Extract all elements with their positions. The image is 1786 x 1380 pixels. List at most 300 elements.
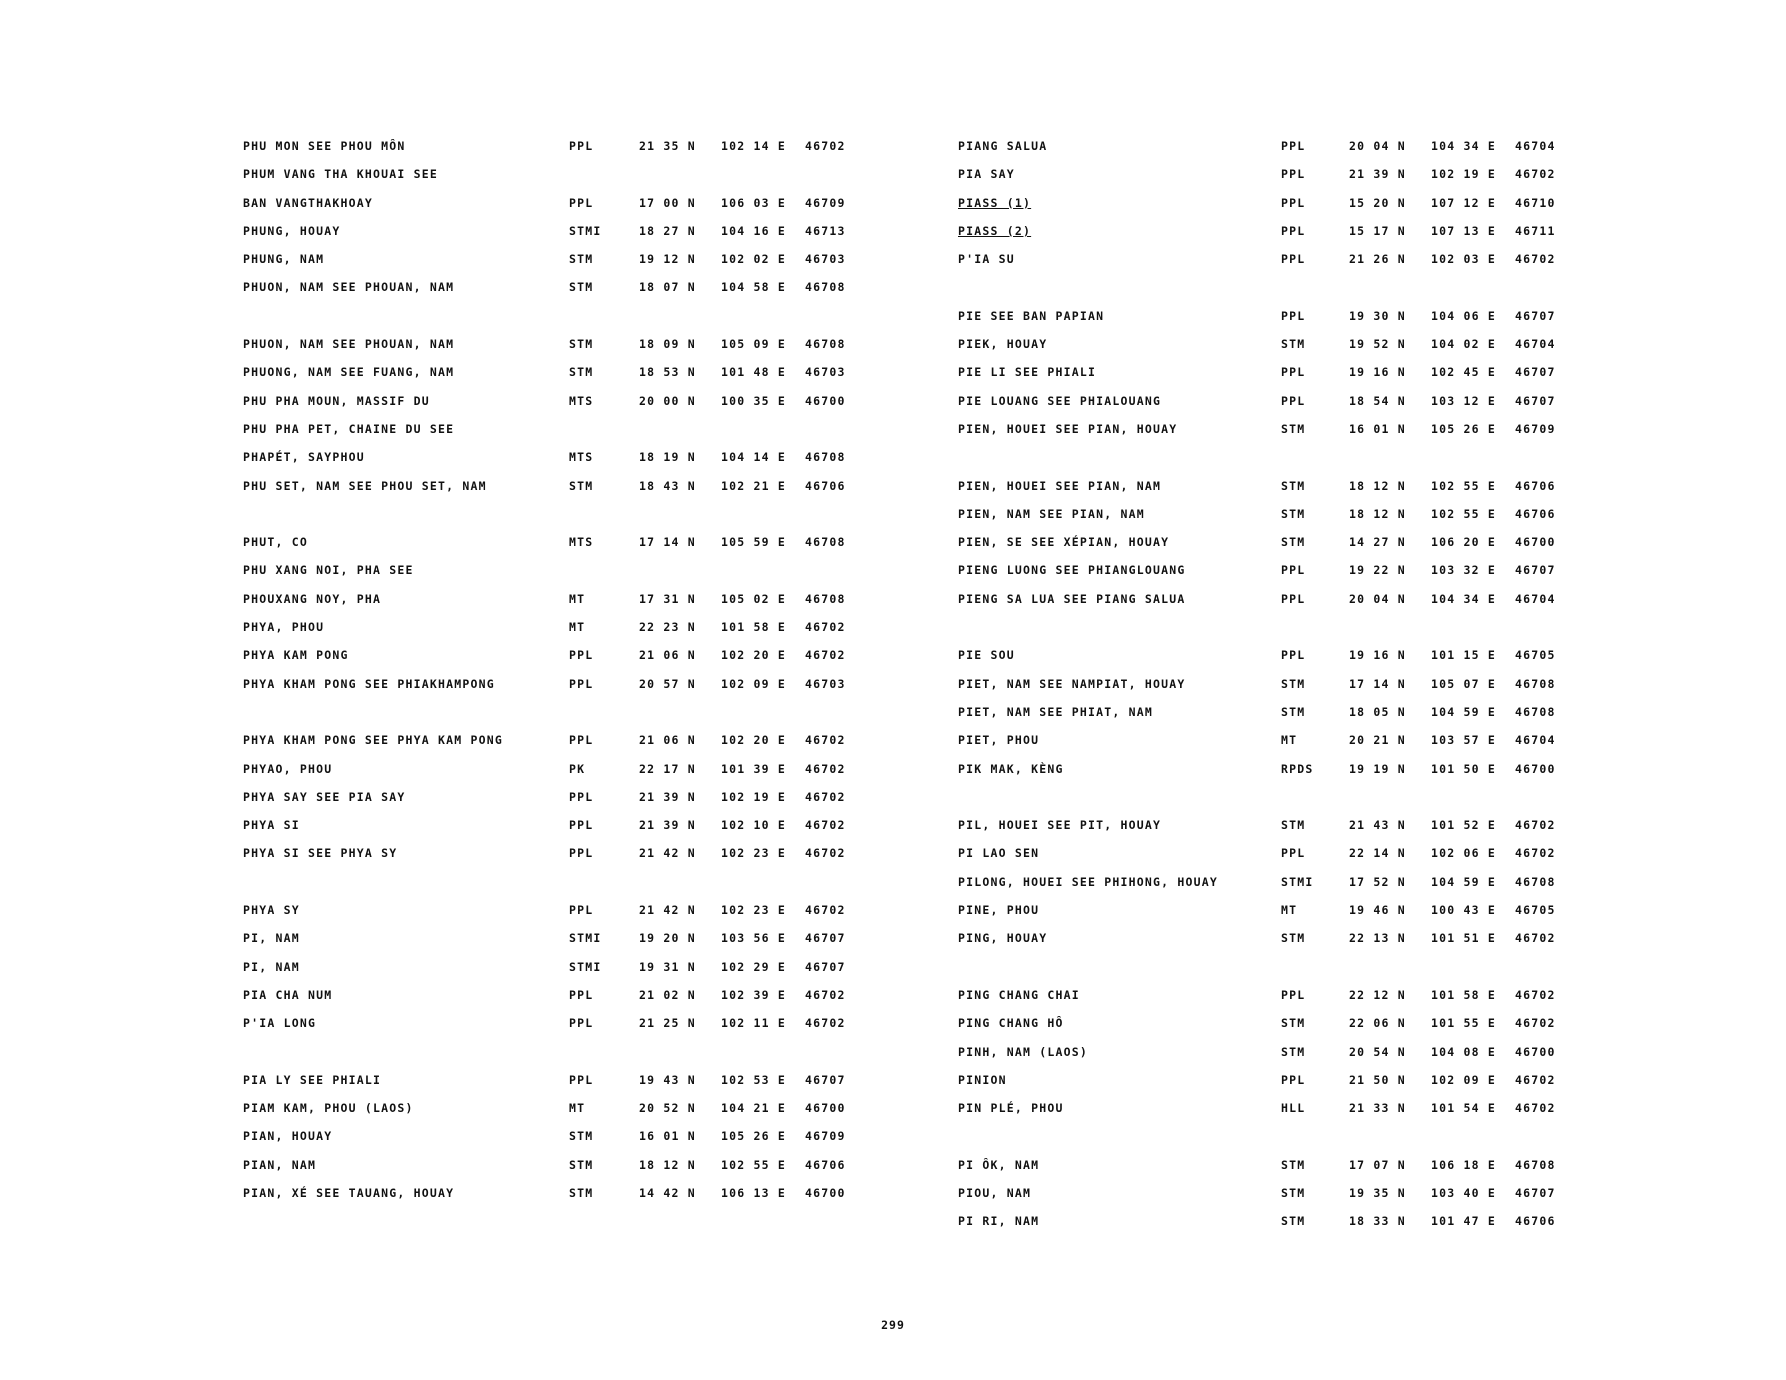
place-name: PIOU, NAM xyxy=(958,1185,1032,1200)
map-reference: 46709 xyxy=(805,1129,846,1144)
feature-code: STM xyxy=(569,1157,594,1172)
map-reference: 46709 xyxy=(805,195,846,210)
place-name: PHU MON SEE PHOU MÔN xyxy=(243,139,406,153)
longitude: 101 55 E xyxy=(1431,1016,1496,1031)
place-name: PING CHANG HÔ xyxy=(958,1016,1064,1031)
latitude: 18 33 N xyxy=(1349,1214,1406,1229)
feature-code: PPL xyxy=(1281,139,1306,153)
feature-code: PPL xyxy=(569,987,594,1002)
feature-code: STM xyxy=(569,478,594,493)
longitude: 102 55 E xyxy=(721,1157,786,1172)
latitude: 19 16 N xyxy=(1349,365,1406,380)
latitude: 16 01 N xyxy=(639,1129,696,1144)
place-name: PIASS (2) xyxy=(958,223,1032,238)
map-reference: 46706 xyxy=(1515,506,1556,521)
feature-code: STM xyxy=(1281,478,1306,493)
latitude: 22 23 N xyxy=(639,620,696,635)
map-reference: 46700 xyxy=(805,393,846,408)
map-reference: 46702 xyxy=(1515,1101,1556,1116)
map-reference: 46702 xyxy=(1515,846,1556,861)
map-reference: 46705 xyxy=(1515,648,1556,663)
map-reference: 46708 xyxy=(1515,1157,1556,1172)
latitude: 21 42 N xyxy=(639,903,696,918)
latitude: 15 17 N xyxy=(1349,223,1406,238)
map-reference: 46702 xyxy=(805,733,846,748)
longitude: 100 43 E xyxy=(1431,903,1496,918)
map-reference: 46704 xyxy=(1515,591,1556,606)
latitude: 21 33 N xyxy=(1349,1101,1406,1116)
longitude: 102 19 E xyxy=(721,789,786,804)
place-name: PINION xyxy=(958,1072,1007,1087)
map-reference: 46702 xyxy=(805,987,846,1002)
longitude: 102 45 E xyxy=(1431,365,1496,380)
place-name: PHYA KHAM PONG SEE PHIAKHAMPONG xyxy=(243,676,495,691)
map-reference: 46702 xyxy=(805,818,846,833)
feature-code: MT xyxy=(1281,733,1298,748)
place-name: PIAN, NAM xyxy=(243,1157,317,1172)
place-name: PIE SOU xyxy=(958,648,1015,663)
place-name: P'IA LONG xyxy=(243,1016,317,1031)
longitude: 106 13 E xyxy=(721,1185,786,1200)
longitude: 101 15 E xyxy=(1431,648,1496,663)
map-reference: 46702 xyxy=(805,903,846,918)
place-name: PHYA SAY SEE PIA SAY xyxy=(243,789,406,804)
latitude: 18 12 N xyxy=(1349,506,1406,521)
longitude: 102 19 E xyxy=(1431,167,1496,182)
latitude: 19 19 N xyxy=(1349,761,1406,776)
map-reference: 46708 xyxy=(805,337,846,352)
map-reference: 46702 xyxy=(805,846,846,861)
longitude: 102 55 E xyxy=(1431,478,1496,493)
feature-code: STM xyxy=(1281,1214,1306,1229)
feature-code: STMI xyxy=(1281,874,1314,889)
feature-code: PPL xyxy=(569,676,594,691)
map-reference: 46706 xyxy=(805,478,846,493)
place-name: PHUM VANG THA KHOUAI SEE xyxy=(243,167,438,182)
page-number: 299 xyxy=(881,1318,905,1332)
place-name: PIE SEE BAN PAPIAN xyxy=(958,308,1105,323)
latitude: 20 04 N xyxy=(1349,139,1406,153)
latitude: 19 52 N xyxy=(1349,337,1406,352)
place-name: PIANG SALUA xyxy=(958,139,1048,153)
feature-code: STM xyxy=(1281,1185,1306,1200)
place-name: PHUON, NAM SEE PHOUAN, NAM xyxy=(243,337,455,352)
longitude: 105 26 E xyxy=(1431,421,1496,436)
longitude: 106 03 E xyxy=(721,195,786,210)
longitude: 102 21 E xyxy=(721,478,786,493)
longitude: 104 59 E xyxy=(1431,874,1496,889)
place-name: PIK MAK, KÈNG xyxy=(958,761,1064,776)
place-name: PHUNG, HOUAY xyxy=(243,223,341,238)
map-reference: 46704 xyxy=(1515,733,1556,748)
latitude: 21 39 N xyxy=(639,818,696,833)
latitude: 14 27 N xyxy=(1349,535,1406,550)
feature-code: STMI xyxy=(569,931,602,946)
place-name: PHYAO, PHOU xyxy=(243,761,333,776)
latitude: 21 06 N xyxy=(639,733,696,748)
latitude: 18 05 N xyxy=(1349,704,1406,719)
longitude: 103 40 E xyxy=(1431,1185,1496,1200)
latitude: 21 26 N xyxy=(1349,252,1406,267)
map-reference: 46708 xyxy=(1515,676,1556,691)
map-reference: 46700 xyxy=(1515,761,1556,776)
feature-code: MTS xyxy=(569,535,594,550)
latitude: 18 12 N xyxy=(639,1157,696,1172)
place-name: PIET, NAM SEE PHIAT, NAM xyxy=(958,704,1153,719)
feature-code: MT xyxy=(569,1101,586,1116)
map-reference: 46708 xyxy=(1515,704,1556,719)
map-reference: 46703 xyxy=(805,252,846,267)
latitude: 18 43 N xyxy=(639,478,696,493)
place-name: BAN VANGTHAKHOAY xyxy=(243,195,373,210)
feature-code: PPL xyxy=(569,1016,594,1031)
feature-code: STM xyxy=(1281,1044,1306,1059)
feature-code: MT xyxy=(569,591,586,606)
map-reference: 46702 xyxy=(1515,1016,1556,1031)
map-reference: 46704 xyxy=(1515,337,1556,352)
latitude: 18 09 N xyxy=(639,337,696,352)
place-name: PHU SET, NAM SEE PHOU SET, NAM xyxy=(243,478,487,493)
place-name: PINE, PHOU xyxy=(958,903,1040,918)
latitude: 20 21 N xyxy=(1349,733,1406,748)
latitude: 18 27 N xyxy=(639,223,696,238)
latitude: 15 20 N xyxy=(1349,195,1406,210)
map-reference: 46707 xyxy=(1515,365,1556,380)
latitude: 17 52 N xyxy=(1349,874,1406,889)
place-name: PHYA SI SEE PHYA SY xyxy=(243,846,398,861)
longitude: 104 34 E xyxy=(1431,139,1496,153)
map-reference: 46706 xyxy=(805,1157,846,1172)
place-name: PIET, NAM SEE NAMPIAT, HOUAY xyxy=(958,676,1186,691)
feature-code: PPL xyxy=(1281,846,1306,861)
place-name: PHU PHA MOUN, MASSIF DU xyxy=(243,393,430,408)
map-reference: 46702 xyxy=(805,620,846,635)
place-name: PHUONG, NAM SEE FUANG, NAM xyxy=(243,365,455,380)
feature-code: HLL xyxy=(1281,1101,1306,1116)
feature-code: PPL xyxy=(1281,987,1306,1002)
feature-code: PPL xyxy=(1281,563,1306,578)
place-name: PIEK, HOUAY xyxy=(958,337,1048,352)
longitude: 101 51 E xyxy=(1431,931,1496,946)
latitude: 20 04 N xyxy=(1349,591,1406,606)
map-reference: 46702 xyxy=(805,139,846,153)
longitude: 102 14 E xyxy=(721,139,786,153)
longitude: 101 58 E xyxy=(1431,987,1496,1002)
place-name: PI LAO SEN xyxy=(958,846,1040,861)
longitude: 102 09 E xyxy=(1431,1072,1496,1087)
map-reference: 46705 xyxy=(1515,903,1556,918)
longitude: 106 18 E xyxy=(1431,1157,1496,1172)
feature-code: PPL xyxy=(1281,393,1306,408)
feature-code: PPL xyxy=(1281,167,1306,182)
place-name: P'IA SU xyxy=(958,252,1015,267)
longitude: 102 03 E xyxy=(1431,252,1496,267)
feature-code: PPL xyxy=(1281,252,1306,267)
feature-code: PPL xyxy=(569,846,594,861)
map-reference: 46700 xyxy=(1515,1044,1556,1059)
longitude: 102 39 E xyxy=(721,987,786,1002)
map-reference: 46707 xyxy=(805,931,846,946)
latitude: 19 30 N xyxy=(1349,308,1406,323)
map-reference: 46700 xyxy=(1515,535,1556,550)
longitude: 102 02 E xyxy=(721,252,786,267)
feature-code: STM xyxy=(1281,1016,1306,1031)
map-reference: 46702 xyxy=(1515,252,1556,267)
place-name: PHYA SY xyxy=(243,903,300,918)
place-name: PI RI, NAM xyxy=(958,1214,1040,1229)
latitude: 18 19 N xyxy=(639,450,696,465)
feature-code: STM xyxy=(569,1185,594,1200)
feature-code: STMI xyxy=(569,959,602,974)
longitude: 104 02 E xyxy=(1431,337,1496,352)
map-reference: 46702 xyxy=(805,648,846,663)
place-name: PHOUXANG NOY, PHA xyxy=(243,591,382,606)
longitude: 102 06 E xyxy=(1431,846,1496,861)
longitude: 103 12 E xyxy=(1431,393,1496,408)
feature-code: STM xyxy=(1281,818,1306,833)
place-name: PIL, HOUEI SEE PIT, HOUAY xyxy=(958,818,1162,833)
longitude: 107 13 E xyxy=(1431,223,1496,238)
longitude: 107 12 E xyxy=(1431,195,1496,210)
map-reference: 46704 xyxy=(1515,139,1556,153)
place-name: PHUNG, NAM xyxy=(243,252,325,267)
latitude: 19 22 N xyxy=(1349,563,1406,578)
feature-code: STM xyxy=(1281,1157,1306,1172)
feature-code: PK xyxy=(569,761,586,776)
feature-code: PPL xyxy=(1281,1072,1306,1087)
place-name: PINH, NAM (LAOS) xyxy=(958,1044,1088,1059)
place-name: PIENG SA LUA SEE PIANG SALUA xyxy=(958,591,1186,606)
map-reference: 46707 xyxy=(805,1072,846,1087)
longitude: 100 35 E xyxy=(721,393,786,408)
feature-code: PPL xyxy=(569,1072,594,1087)
place-name: PIE LI SEE PHIALI xyxy=(958,365,1097,380)
place-name: PHU PHA PET, CHAINE DU SEE xyxy=(243,421,455,436)
place-name: PING CHANG CHAI xyxy=(958,987,1080,1002)
feature-code: STM xyxy=(1281,931,1306,946)
feature-code: PPL xyxy=(1281,195,1306,210)
map-reference: 46707 xyxy=(1515,393,1556,408)
longitude: 101 54 E xyxy=(1431,1101,1496,1116)
latitude: 20 57 N xyxy=(639,676,696,691)
feature-code: STM xyxy=(1281,421,1306,436)
feature-code: PPL xyxy=(569,195,594,210)
latitude: 17 07 N xyxy=(1349,1157,1406,1172)
latitude: 17 14 N xyxy=(639,535,696,550)
map-reference: 46708 xyxy=(805,450,846,465)
feature-code: MTS xyxy=(569,393,594,408)
latitude: 18 07 N xyxy=(639,280,696,295)
place-name: PIENG LUONG SEE PHIANGLOUANG xyxy=(958,563,1186,578)
map-reference: 46706 xyxy=(1515,1214,1556,1229)
latitude: 18 54 N xyxy=(1349,393,1406,408)
longitude: 105 02 E xyxy=(721,591,786,606)
latitude: 19 46 N xyxy=(1349,903,1406,918)
map-reference: 46702 xyxy=(1515,1072,1556,1087)
map-reference: 46711 xyxy=(1515,223,1556,238)
latitude: 17 31 N xyxy=(639,591,696,606)
place-name: PIA LY SEE PHIALI xyxy=(243,1072,382,1087)
longitude: 101 48 E xyxy=(721,365,786,380)
longitude: 104 59 E xyxy=(1431,704,1496,719)
place-name: PHUON, NAM SEE PHOUAN, NAM xyxy=(243,280,455,295)
feature-code: PPL xyxy=(569,818,594,833)
place-name: PIET, PHOU xyxy=(958,733,1040,748)
place-name: PIEN, SE SEE XÉPIAN, HOUAY xyxy=(958,535,1170,550)
place-name: PHYA SI xyxy=(243,818,300,833)
map-reference: 46706 xyxy=(1515,478,1556,493)
feature-code: PPL xyxy=(569,648,594,663)
feature-code: STM xyxy=(1281,337,1306,352)
place-name: PI, NAM xyxy=(243,931,300,946)
longitude: 104 16 E xyxy=(721,223,786,238)
longitude: 102 11 E xyxy=(721,1016,786,1031)
longitude: 105 09 E xyxy=(721,337,786,352)
place-name: PIASS (1) xyxy=(958,195,1032,210)
feature-code: STM xyxy=(569,280,594,295)
latitude: 17 14 N xyxy=(1349,676,1406,691)
map-reference: 46707 xyxy=(805,959,846,974)
feature-code: PPL xyxy=(1281,308,1306,323)
map-reference: 46713 xyxy=(805,223,846,238)
latitude: 18 53 N xyxy=(639,365,696,380)
latitude: 21 39 N xyxy=(1349,167,1406,182)
place-name: PILONG, HOUEI SEE PHIHONG, HOUAY xyxy=(958,874,1218,889)
feature-code: PPL xyxy=(1281,223,1306,238)
place-name: PHAPÉT, SAYPHOU xyxy=(243,450,365,465)
longitude: 105 26 E xyxy=(721,1129,786,1144)
place-name: PIEN, NAM SEE PIAN, NAM xyxy=(958,506,1145,521)
map-reference: 46702 xyxy=(1515,987,1556,1002)
longitude: 101 47 E xyxy=(1431,1214,1496,1229)
place-name: PIA SAY xyxy=(958,167,1015,182)
feature-code: STMI xyxy=(569,223,602,238)
feature-code: STM xyxy=(569,337,594,352)
feature-code: STM xyxy=(1281,506,1306,521)
map-reference: 46700 xyxy=(805,1101,846,1116)
longitude: 101 58 E xyxy=(721,620,786,635)
map-reference: 46707 xyxy=(1515,1185,1556,1200)
latitude: 22 14 N xyxy=(1349,846,1406,861)
latitude: 19 12 N xyxy=(639,252,696,267)
map-reference: 46703 xyxy=(805,676,846,691)
place-name: PIEN, HOUEI SEE PIAN, NAM xyxy=(958,478,1162,493)
map-reference: 46702 xyxy=(805,789,846,804)
longitude: 102 23 E xyxy=(721,903,786,918)
place-name: PIAN, XÉ SEE TAUANG, HOUAY xyxy=(243,1185,455,1200)
place-name: PIN PLÉ, PHOU xyxy=(958,1101,1064,1116)
longitude: 103 56 E xyxy=(721,931,786,946)
map-reference: 46702 xyxy=(1515,167,1556,182)
feature-code: MT xyxy=(569,620,586,635)
place-name: PIAN, HOUAY xyxy=(243,1129,333,1144)
latitude: 18 12 N xyxy=(1349,478,1406,493)
latitude: 22 12 N xyxy=(1349,987,1406,1002)
feature-code: PPL xyxy=(569,139,594,153)
longitude: 104 34 E xyxy=(1431,591,1496,606)
longitude: 102 55 E xyxy=(1431,506,1496,521)
map-reference: 46702 xyxy=(1515,818,1556,833)
feature-code: STM xyxy=(569,252,594,267)
map-reference: 46702 xyxy=(1515,931,1556,946)
latitude: 20 52 N xyxy=(639,1101,696,1116)
latitude: 21 35 N xyxy=(639,139,696,153)
map-reference: 46708 xyxy=(805,535,846,550)
feature-code: PPL xyxy=(1281,591,1306,606)
place-name: PI, NAM xyxy=(243,959,300,974)
map-reference: 46707 xyxy=(1515,308,1556,323)
latitude: 21 39 N xyxy=(639,789,696,804)
latitude: 16 01 N xyxy=(1349,421,1406,436)
latitude: 21 42 N xyxy=(639,846,696,861)
latitude: 21 43 N xyxy=(1349,818,1406,833)
longitude: 101 50 E xyxy=(1431,761,1496,776)
place-name: PHYA, PHOU xyxy=(243,620,325,635)
longitude: 102 20 E xyxy=(721,733,786,748)
feature-code: STM xyxy=(1281,535,1306,550)
latitude: 21 06 N xyxy=(639,648,696,663)
longitude: 102 29 E xyxy=(721,959,786,974)
feature-code: STM xyxy=(1281,676,1306,691)
feature-code: PPL xyxy=(569,733,594,748)
feature-code: RPDS xyxy=(1281,761,1314,776)
latitude: 17 00 N xyxy=(639,195,696,210)
map-reference: 46703 xyxy=(805,365,846,380)
longitude: 103 32 E xyxy=(1431,563,1496,578)
map-reference: 46709 xyxy=(1515,421,1556,436)
latitude: 19 16 N xyxy=(1349,648,1406,663)
map-reference: 46710 xyxy=(1515,195,1556,210)
latitude: 20 54 N xyxy=(1349,1044,1406,1059)
place-name: PHU XANG NOI, PHA SEE xyxy=(243,563,414,578)
latitude: 19 20 N xyxy=(639,931,696,946)
map-reference: 46702 xyxy=(805,761,846,776)
longitude: 104 08 E xyxy=(1431,1044,1496,1059)
latitude: 22 13 N xyxy=(1349,931,1406,946)
map-reference: 46702 xyxy=(805,1016,846,1031)
latitude: 22 06 N xyxy=(1349,1016,1406,1031)
feature-code: STM xyxy=(569,1129,594,1144)
longitude: 103 57 E xyxy=(1431,733,1496,748)
feature-code: MT xyxy=(1281,903,1298,918)
place-name: PIE LOUANG SEE PHIALOUANG xyxy=(958,393,1162,408)
place-name: PHUT, CO xyxy=(243,535,308,550)
longitude: 101 39 E xyxy=(721,761,786,776)
feature-code: PPL xyxy=(569,903,594,918)
place-name: PHYA KAM PONG xyxy=(243,648,349,663)
map-reference: 46707 xyxy=(1515,563,1556,578)
feature-code: PPL xyxy=(1281,365,1306,380)
latitude: 21 02 N xyxy=(639,987,696,1002)
longitude: 102 10 E xyxy=(721,818,786,833)
place-name: PHYA KHAM PONG SEE PHYA KAM PONG xyxy=(243,733,503,748)
longitude: 106 20 E xyxy=(1431,535,1496,550)
place-name: PIA CHA NUM xyxy=(243,987,333,1002)
feature-code: PPL xyxy=(1281,648,1306,663)
map-reference: 46708 xyxy=(1515,874,1556,889)
place-name: PI ÔK, NAM xyxy=(958,1157,1040,1172)
longitude: 104 14 E xyxy=(721,450,786,465)
place-name: PING, HOUAY xyxy=(958,931,1048,946)
longitude: 105 07 E xyxy=(1431,676,1496,691)
latitude: 20 00 N xyxy=(639,393,696,408)
latitude: 19 35 N xyxy=(1349,1185,1406,1200)
longitude: 102 09 E xyxy=(721,676,786,691)
longitude: 101 52 E xyxy=(1431,818,1496,833)
feature-code: MTS xyxy=(569,450,594,465)
longitude: 104 21 E xyxy=(721,1101,786,1116)
feature-code: STM xyxy=(1281,704,1306,719)
